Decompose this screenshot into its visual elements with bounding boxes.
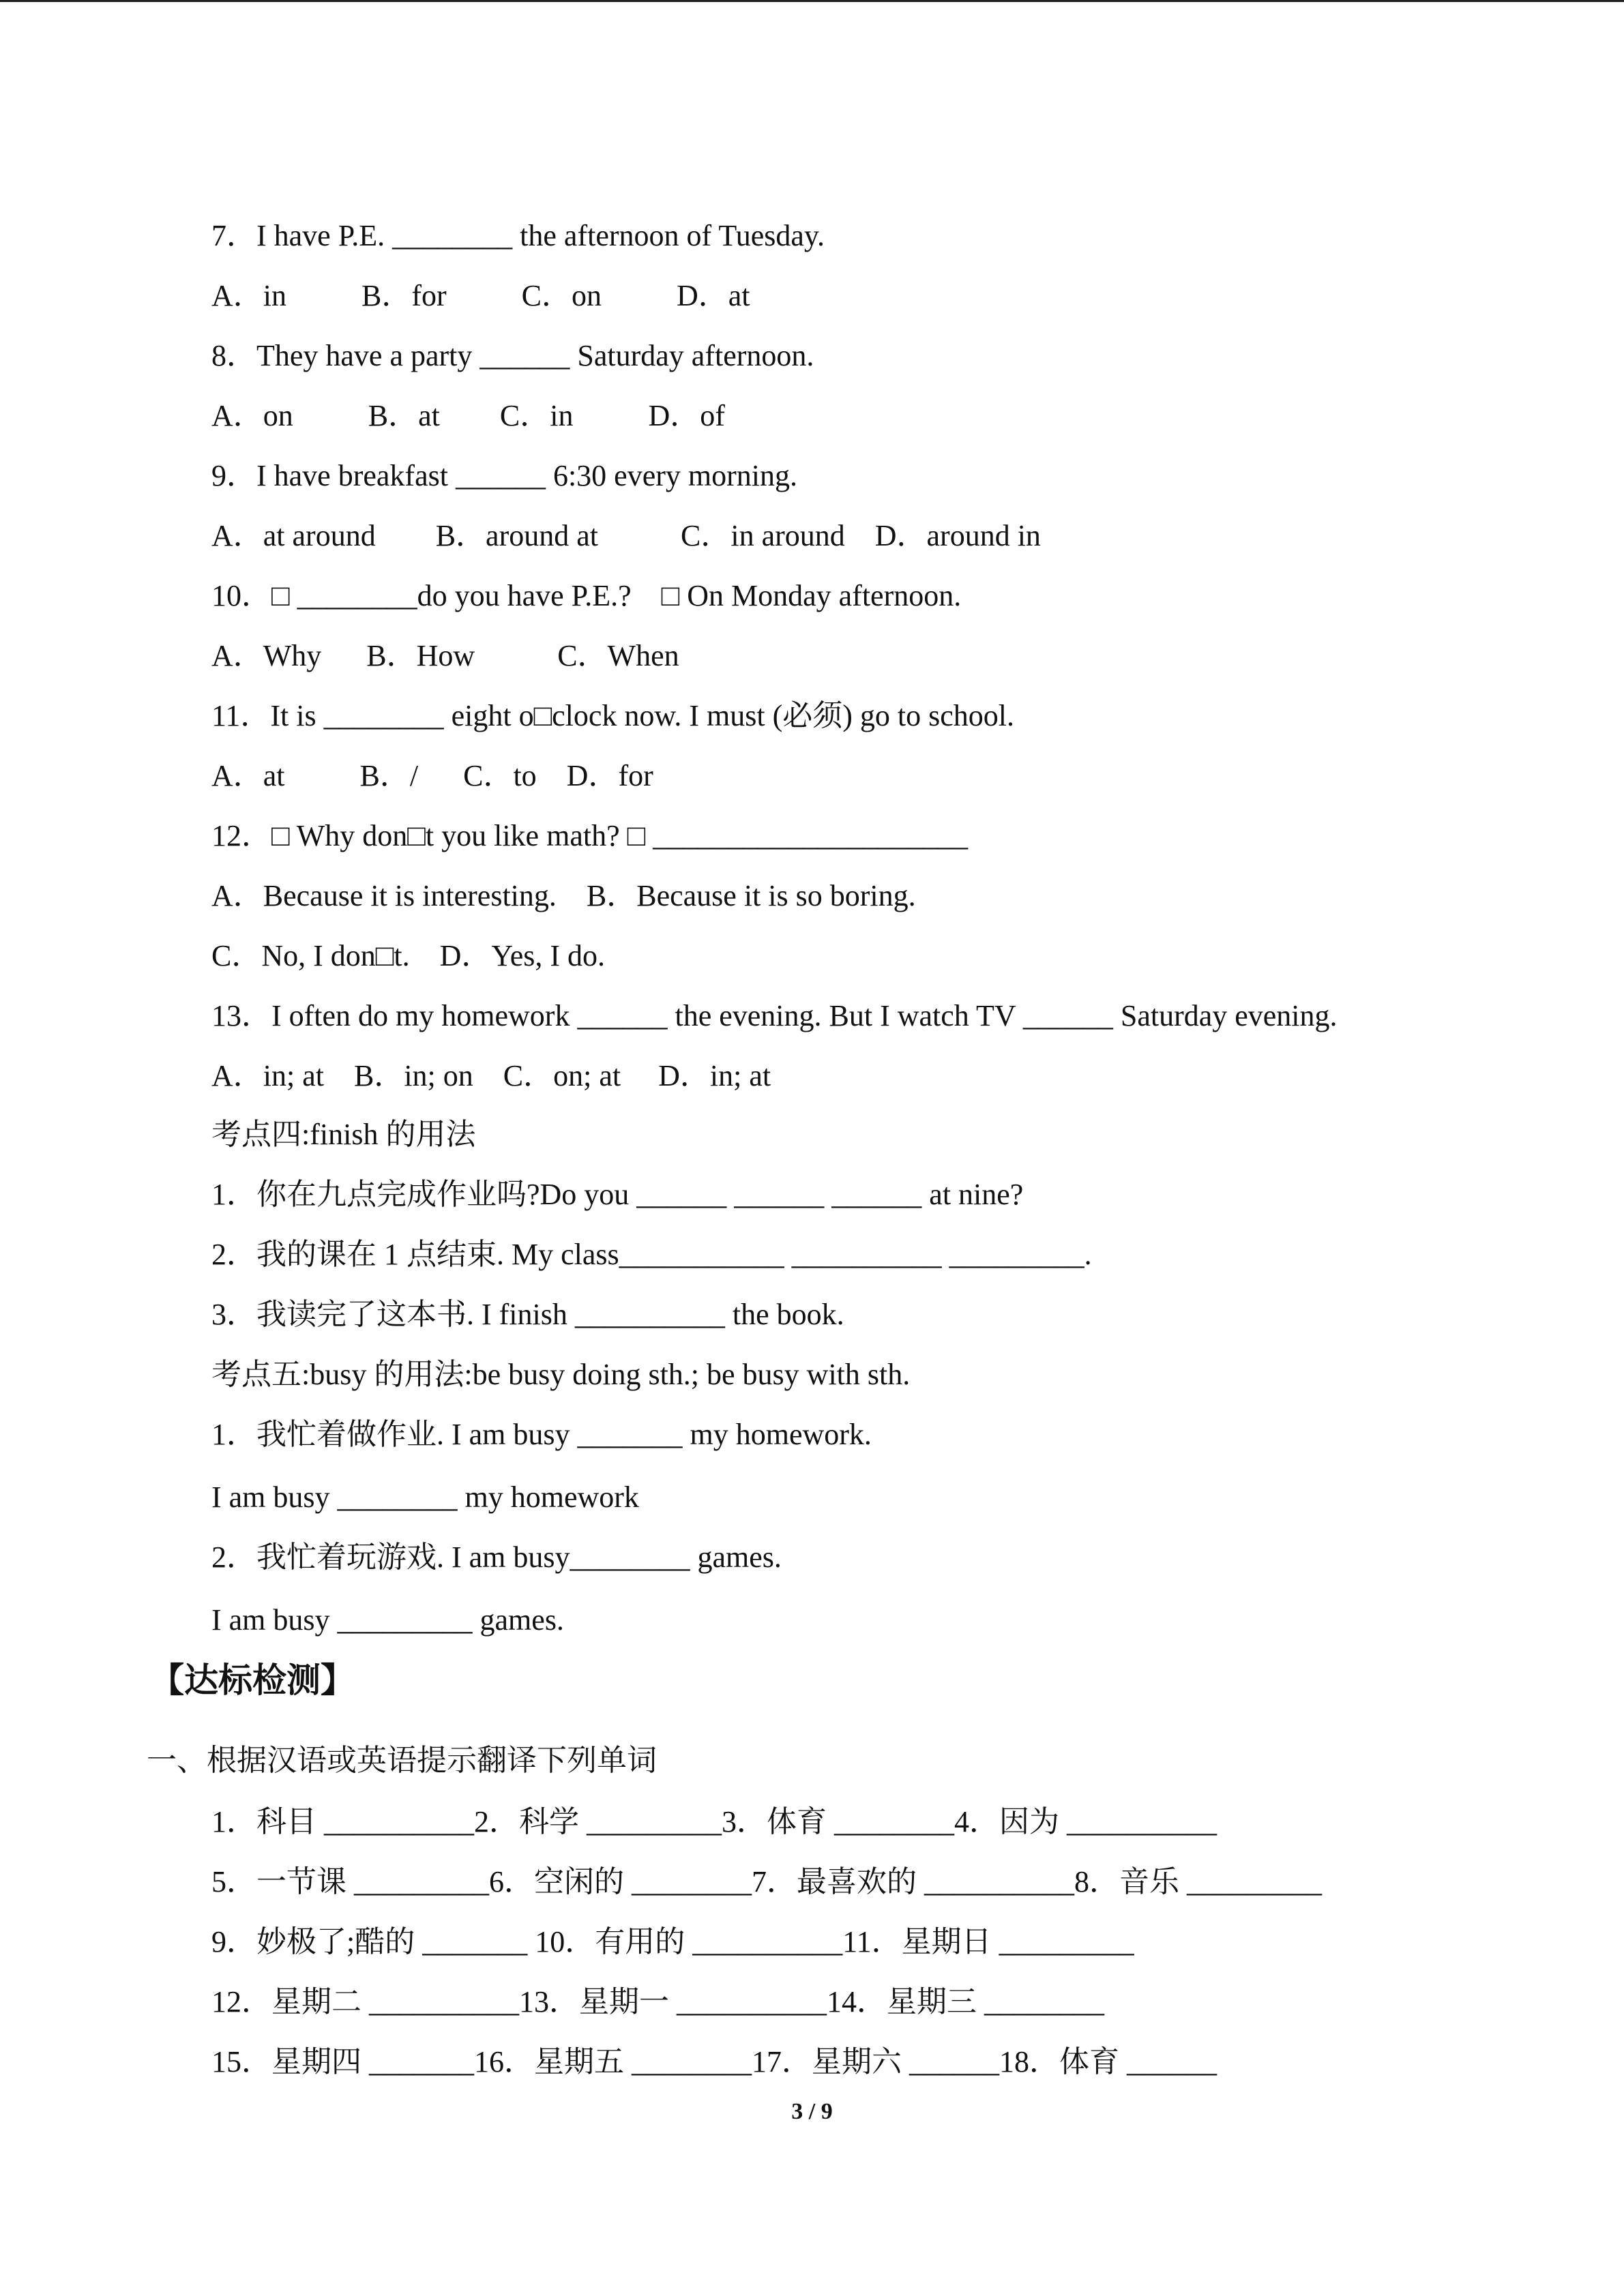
question-7-options: A．in B．for C．on D．at xyxy=(211,279,750,312)
question-11: 11．It is ________ eight o□clock now. I must (必须) go to school. xyxy=(211,699,1014,732)
topic-four-heading: 考点四:finish 的用法 xyxy=(211,1118,476,1151)
question-11-options: A．at B．/ C．to D．for xyxy=(211,759,653,792)
question-10: 10．□ ________do you have P.E.? □ On Monday afternoon. xyxy=(211,579,962,612)
question-10-options: A．Why B．How C．When xyxy=(211,639,679,672)
vocab-line-5: 15．星期四 _______16．星期五 ________17．星期六 ______18．体育 ______ xyxy=(211,2045,1217,2078)
section-title: 【达标检测】 xyxy=(150,1661,355,1699)
question-13-options: A．in; at B．in; on C．on; at D．in; at xyxy=(211,1059,771,1092)
question-9-options: A．at around B．around at C．in around D．around in xyxy=(211,519,1041,552)
finish-item-3: 3．我读完了这本书. I finish __________ the book. xyxy=(211,1298,844,1331)
finish-item-2: 2．我的课在 1 点结束. My class___________ __________ _________. xyxy=(211,1238,1092,1271)
vocab-line-3: 9．妙极了;酷的 _______ 10．有用的 __________11．星期日 _________ xyxy=(211,1925,1134,1958)
finish-item-1: 1．你在九点完成作业吗?Do you ______ ______ ______ at nine? xyxy=(211,1178,1024,1211)
part-one-title: 一、根据汉语或英语提示翻译下列单词 xyxy=(147,1744,657,1777)
question-12: 12．□ Why don□t you like math? □ _____________________ xyxy=(211,819,969,852)
busy-item-2-alt: I am busy _________ games. xyxy=(211,1603,564,1637)
busy-item-1-alt: I am busy ________ my homework xyxy=(211,1480,639,1514)
busy-item-1: 1．我忙着做作业. I am busy _______ my homework. xyxy=(211,1418,872,1451)
question-13: 13．I often do my homework ______ the evening. But I watch TV ______ Saturday evening. xyxy=(211,999,1338,1032)
busy-item-2: 2．我忙着玩游戏. I am busy________ games. xyxy=(211,1540,782,1574)
question-12-options-ab: A．Because it is interesting. B．Because it is so boring. xyxy=(211,879,916,912)
question-12-options-cd: C．No, I don□t. D．Yes, I do. xyxy=(211,939,606,972)
vocab-line-1: 1．科目 __________2．科学 _________3．体育 ________4．因为 __________ xyxy=(211,1805,1217,1838)
question-8-options: A．on B．at C．in D．of xyxy=(211,399,725,432)
question-9: 9．I have breakfast ______ 6:30 every morning. xyxy=(211,459,797,492)
question-8: 8．They have a party ______ Saturday afternoon. xyxy=(211,339,814,372)
topic-five-heading: 考点五:busy 的用法:be busy doing sth.; be busy with sth. xyxy=(211,1358,911,1391)
page-number: 3 / 9 xyxy=(791,2099,833,2124)
vocab-line-2: 5．一节课 _________6．空闲的 ________7．最喜欢的 __________8．音乐 _________ xyxy=(211,1865,1322,1898)
vocab-line-4: 12．星期二 __________13．星期一 __________14．星期三 ________ xyxy=(211,1985,1104,2018)
question-7: 7．I have P.E. ________ the afternoon of Tuesday. xyxy=(211,219,825,252)
